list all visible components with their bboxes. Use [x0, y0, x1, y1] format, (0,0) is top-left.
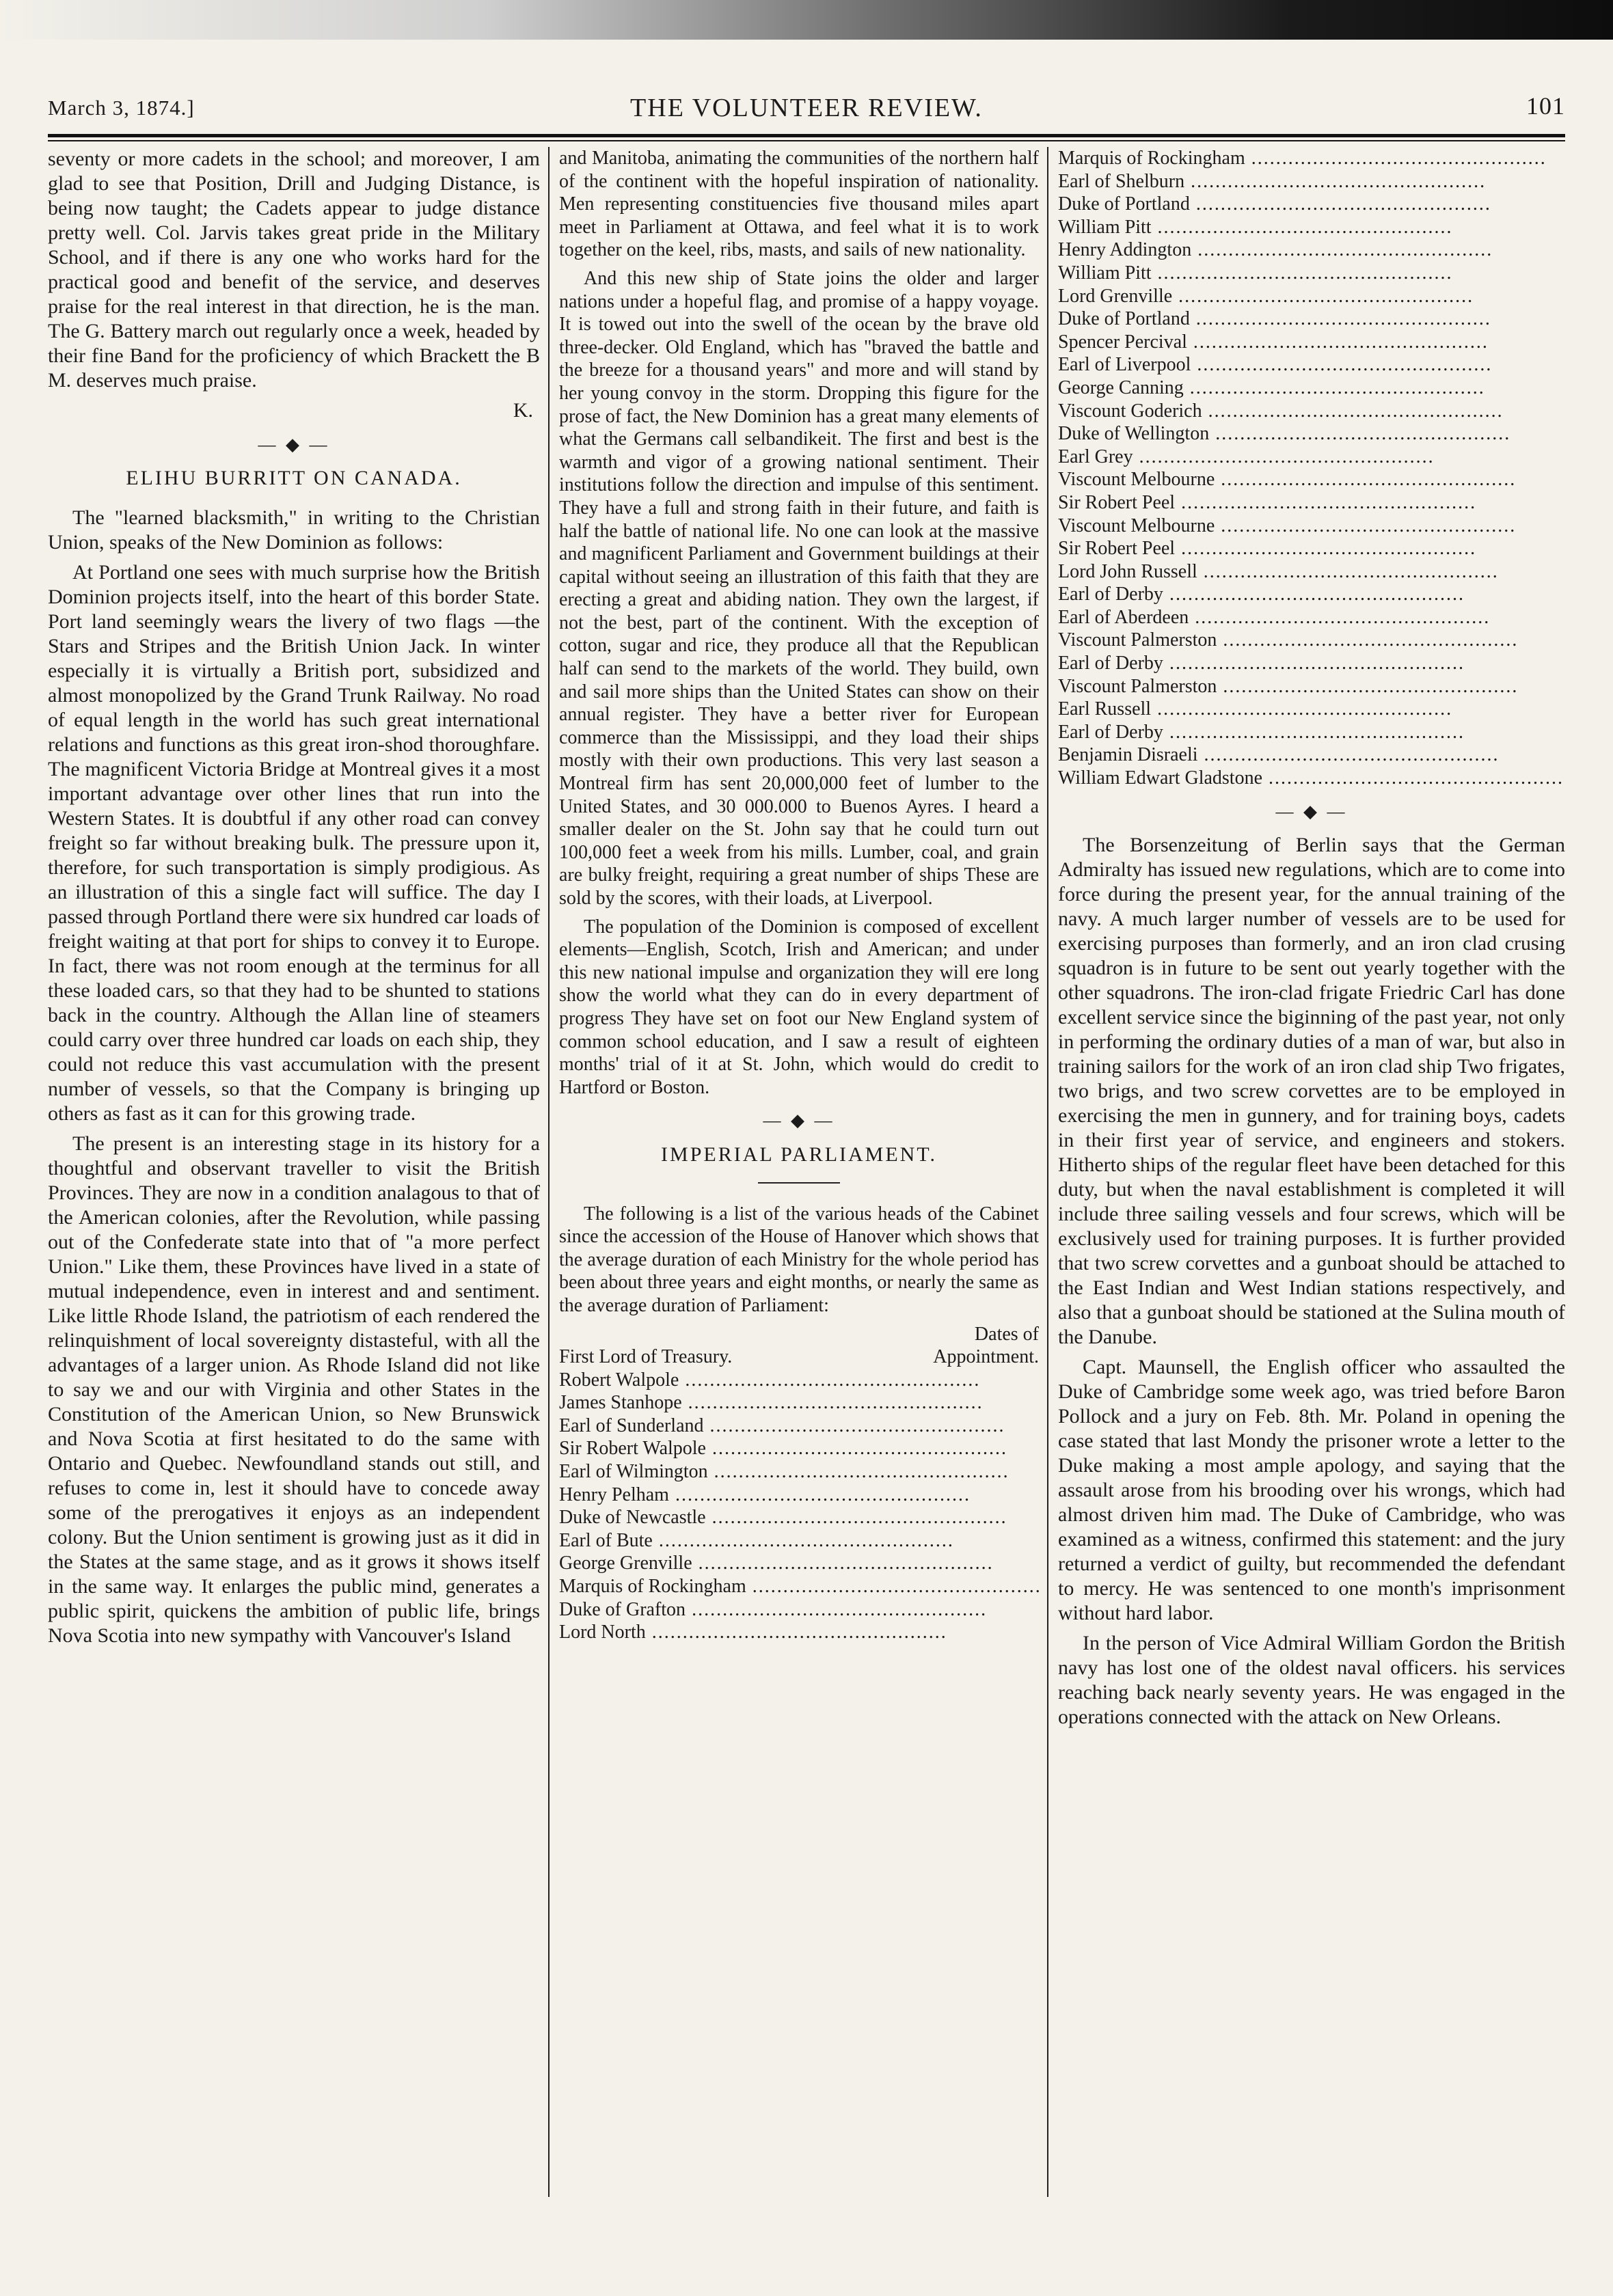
table-cell-month [1564, 468, 1565, 491]
table-cell-name: William Pitt ..... [1058, 216, 1564, 239]
table-row [1058, 606, 1565, 629]
table-cell-month [1564, 583, 1565, 606]
article-paragraph: The Borsenzeitung of Berlin says that the German Admiralty has issued new regulations, which are to come into force during the present year, for the annual training of the navy. A much larger number of vessels are to be used for exercising purposes than formerly, and an iron clad crusing squadron is in future to be sent out yearly together with the other squadrons. The iron-clad frigate Friedric Carl has done excellent service since the biginning of the past year, not only in performing the ordinary duties of a man of war, but also in training sailors for the work of an iron clad ship Two frigates, two brigs, and two screw corvettes are to be employed in exercising the men in gunnery, and for training boys, cadets in their first year of service, and engineers and stokers. Hitherto ships of the regular fleet have been detached for this duty, but when the naval establishment is completed it will include three sailing vessels and four screws, which will be exclusively used for training purposes. It is further provided that two screw corvettes and a gunboat should be attached to the East Indian and West Indian stations respectively, and also that a gunboat should be stationed at the Sulina mouth of the Danube. [1058, 833, 1565, 1348]
table-cell-name: Earl of Bute ..... [559, 1529, 1039, 1553]
table-row [1058, 675, 1565, 698]
table-row [559, 1391, 1039, 1414]
table-cell-name: Marquis of Rockingham ..... [559, 1575, 1039, 1598]
article-paragraph: In the person of Vice Admiral William Gordon the British navy has lost one of the oldest naval officers. his services reaching back nearly seventy years. He was engaged in the operations connected with the attack on New Orleans. [1058, 1631, 1565, 1728]
page-header [48, 89, 1565, 130]
table-cell-name: Viscount Melbourne ..... [1058, 515, 1564, 538]
ministry-table-part-1 [559, 1369, 1039, 1644]
article-heading: IMPERIAL PARLIAMENT. [661, 1143, 937, 1166]
table-row [559, 1460, 1039, 1484]
table-cell-name: Lord North ..... [559, 1621, 1039, 1644]
table-cell-month [1564, 515, 1565, 538]
table-cell-month [1564, 377, 1565, 400]
table-row [1058, 331, 1565, 354]
table-row [1058, 491, 1565, 515]
table-row [559, 1506, 1039, 1529]
table-cell-month [1564, 193, 1565, 216]
table-row [1058, 422, 1565, 446]
table-cell-name: George Canning ..... [1058, 377, 1564, 400]
table-row [1058, 400, 1565, 423]
table-cell-name: Sir Robert Peel ..... [1058, 537, 1564, 560]
table-cell-month [1564, 629, 1565, 652]
table-cell-name: Earl of Liverpool ..... [1058, 353, 1564, 377]
table-cell-month [1564, 422, 1565, 446]
table-cell-month [1564, 216, 1565, 239]
newspaper-title: THE VOLUNTEER REVIEW. [630, 94, 983, 122]
table-row [1058, 285, 1565, 308]
table-cell-month [1564, 353, 1565, 377]
section-ornament: — ◆ — [1275, 801, 1348, 821]
table-cell-name: Earl of Derby ..... [1058, 652, 1564, 675]
table-row [1058, 698, 1565, 721]
table-row [1058, 537, 1565, 560]
table-row [1058, 515, 1565, 538]
table-row [559, 1575, 1039, 1598]
table-row [559, 1598, 1039, 1622]
table-cell-month [1564, 331, 1565, 354]
article-paragraph: and Manitoba, animating the communities of the northern half of the continent with the hopeful inspiration of nationality. Men representing constituencies five thousand miles apart meet in Parliament at Ottawa, and feel what it is to work together on the keel, ribs, masts, and sails of new nationality. [559, 148, 1039, 261]
table-cell-name: George Grenville ..... [559, 1552, 1039, 1575]
table-cell-name: Viscount Melbourne ..... [1058, 468, 1564, 491]
table-cell-month [1564, 560, 1565, 584]
table-cell-month [1564, 491, 1565, 515]
table-cell-name: Marquis of Rockingham ..... [1058, 147, 1564, 170]
table-cell-name: Earl of Aberdeen ..... [1058, 606, 1564, 629]
article-paragraph: The following is a list of the various heads of the Cabinet since the accession of the House of Hanover which shows that the average duration of each Ministry for the whole period has been about three years and eight months, or nearly the same as the average duration of Parliament: [559, 1203, 1039, 1316]
table-row [1058, 308, 1565, 331]
article-paragraph: seventy or more cadets in the school; and moreover, I am glad to see that Position, Drill and Judging Distance, is being now taught; the Cadets appear to judge distance pretty well. Col. Jarvis takes great pride in the Military School, and if there is any one who works hard for the practical good and benefit of the service, and deserves praise for the real interest in that direction, he is the man. The G. Battery march out regularly once a week, headed by their fine Band for the proficiency of which Brackett the B M. deserves much praise. [48, 148, 540, 392]
table-row [1058, 446, 1565, 469]
table-cell-name: Sir Robert Peel ..... [1058, 491, 1564, 515]
table-header-left: First Lord of Treasury. [559, 1346, 733, 1368]
table-cell-name: Earl of Shelburn ..... [1058, 170, 1564, 193]
table-row [1058, 583, 1565, 606]
table-cell-name: James Stanhope ..... [559, 1391, 1039, 1414]
table-header-right: Appointment. [933, 1346, 1039, 1368]
table-cell-month [1564, 147, 1565, 170]
column-3 [1058, 147, 1565, 1735]
table-cell-name: Viscount Palmerston ..... [1058, 629, 1564, 652]
table-row [559, 1437, 1039, 1460]
article-paragraph: The population of the Dominion is composed of excellent elements—English, Scotch, Irish and American; and under this new national impulse and organization they will ere long show the world what they can do in every department of progress They have set on foot our New England system of common school education, and I saw a result of eighteen months' trial of it at St. John, which would do credit to Hartford or Boston. [559, 916, 1039, 1098]
article-signature: K. [513, 399, 533, 422]
header-rule [48, 134, 1565, 137]
table-cell-month [1564, 238, 1565, 262]
article-paragraph: And this new ship of State joins the older and larger nations under a hopeful flag, and promise of a happy voyage. It is towed out into the swell of the ocean by the brave old three-decker. Old England, which has "braved the battle and the breeze for a thousand years" and more and will stand by her young convoy in the storm. Dropping this figure for the prose of fact, the New Dominion has a great many elements of what the Germans call selbandikeit. The first and best is the warmth and vigor of a growing national sentiment. Their institutions follow the direction and impulse of this sentiment. They have a full and strong faith in their future, and faith is half the battle of national life. No one can look at the massive and magnificent Parliament and Government buildings at their capital without seeing an illustration of this faith that they are erecting a great and abiding nation. They own the largest, if not the best, part of the continent. With the exception of cotton, sugar and rice, they produce all that the Republican half can send to the markets of the world. They build, own and sail more ships than the United States can show on their annual register. They have a better river for European commerce than the Mississippi, and they load their ships mostly with their own productions. This very last season a Montreal firm has sent 20,000,000 feet of lumber to the United States, and 30 000.000 to Buenos Ayres. I heard a smaller dealer on the St. John say that he could turn out 100,000 feet a week from his mills. Lumber, coal, and grain are bulky freight, requiring a great number of ships These are sold by the scores, with their loads, at Liverpool. [559, 267, 1039, 909]
table-row [1058, 721, 1565, 744]
table-cell-month [1564, 675, 1565, 698]
table-row [1058, 170, 1565, 193]
table-cell-name: Earl of Derby ..... [1058, 583, 1564, 606]
table-cell-month [1564, 285, 1565, 308]
table-cell-name: Earl of Wilmington ..... [559, 1460, 1039, 1484]
table-cell-name: Viscount Goderich ..... [1058, 400, 1564, 423]
table-cell-month [1564, 262, 1565, 285]
table-row [559, 1414, 1039, 1438]
table-row [559, 1552, 1039, 1575]
table-cell-month [1564, 537, 1565, 560]
table-row [559, 1529, 1039, 1553]
article-paragraph: At Portland one sees with much surprise how the British Dominion projects itself, into the heart of this border State. Port land seemingly wears the livery of two flags —the Stars and Stripes and the British Union Jack. In winter especially it is virtually a British port, subsidized and almost monopolized by the Grand Trunk Railway. No road of equal length in the world has such great international relations and functions as this great iron-shod thoroughfare. The magnificent Victoria Bridge at Montreal gives it a most important advantage over other lines that run into the Western States. It is doubtful if any other road can convey freight so far without breaking bulk. The pressure upon it, therefore, for such transportation is simply prodigious. As an illustration of this a single fact will suffice. The day I passed through Portland there were six hundred car loads of freight waiting at that port for ships to convey it to Europe. In fact, there was not room enough at the terminus for all these loaded cars, so that they had to be shunted to stations back in the country. Although the Allan line of steamers could carry over three hundred car loads on each ship, they could not reduce this vast accumulation with the present number of vessels, so that the Company is bringing up others as fast as it can for this growing trade. [48, 561, 540, 1125]
table-cell-name: Duke of Wellington ..... [1058, 422, 1564, 446]
table-row [1058, 629, 1565, 652]
table-cell-name: Lord John Russell ..... [1058, 560, 1564, 584]
table-cell-name: Duke of Portland ..... [1058, 308, 1564, 331]
table-cell-name: Lord Grenville ..... [1058, 285, 1564, 308]
scan-edge-shading [0, 0, 1613, 40]
table-cell-name: Henry Pelham ..... [559, 1484, 1039, 1507]
table-row [1058, 767, 1565, 790]
article-paragraph: Capt. Maunsell, the English officer who assaulted the Duke of Cambridge some week ago, was tried before Baron Pollock and a jury on Feb. 8th. Mr. Poland in opening the case stated that last Mondy the prisoner wrote a letter to the Duke making a most ample apology, and saying that the assault arose from his brooding over his wrongs, which had almost driven him mad. The Duke of Cambridge, who was examined as a witness, confirmed this statement: and the jury returned a verdict of guilty, but recommended the defendant to mercy. He was sentenced to one month's imprisonment without hard labor. [1058, 1355, 1565, 1624]
table-cell-name: Earl of Sunderland ..... [559, 1414, 1039, 1438]
table-cell-name: William Edwart Gladstone ..... [1058, 767, 1564, 790]
page-number: 101 [1526, 92, 1565, 120]
article-heading: ELIHU BURRITT ON CANADA. [126, 467, 462, 490]
article-paragraph: The "learned blacksmith," in writing to the Christian Union, speaks of the New Dominion as follows: [48, 506, 540, 554]
table-cell-name: Henry Addington ..... [1058, 238, 1564, 262]
table-cell-name: Duke of Portland ..... [1058, 193, 1564, 216]
table-row [1058, 743, 1565, 767]
table-row [1058, 468, 1565, 491]
column-2 [559, 147, 1039, 1644]
table-cell-month [1564, 721, 1565, 744]
table-cell-name: Duke of Newcastle ..... [559, 1506, 1039, 1529]
table-row [1058, 216, 1565, 239]
table-row [1058, 652, 1565, 675]
table-cell-month [1564, 652, 1565, 675]
table-row [1058, 238, 1565, 262]
table-cell-month [1564, 743, 1565, 767]
column-divider [1047, 147, 1048, 2197]
table-cell-name: Benjamin Disraeli ..... [1058, 743, 1564, 767]
table-cell-name: Duke of Grafton ..... [559, 1598, 1039, 1622]
table-cell-month [1564, 400, 1565, 423]
table-cell-name: Spencer Percival ..... [1058, 331, 1564, 354]
table-row [559, 1369, 1039, 1392]
column-1 [48, 147, 540, 1654]
table-row [559, 1484, 1039, 1507]
table-cell-month [1564, 767, 1565, 790]
table-header [559, 1323, 1039, 1369]
table-cell-month [1564, 698, 1565, 721]
table-row [1058, 147, 1565, 170]
table-header-dates: Dates of [974, 1323, 1039, 1345]
ministry-table-part-2 [1058, 147, 1565, 790]
table-cell-name: Earl of Derby ..... [1058, 721, 1564, 744]
table-cell-month [1564, 606, 1565, 629]
issue-date: March 3, 1874.] [48, 96, 195, 120]
table-row [1058, 377, 1565, 400]
header-rule-thin [48, 140, 1565, 141]
table-row [1058, 353, 1565, 377]
article-paragraph: The present is an interesting stage in its history for a thoughtful and observant traveller to visit the British Provinces. They are now in a condition analagous to that of the American colonies, after the Revolution, while passing out of the Confederate state into that of "a more perfect Union." Like them, these Provinces have lived in a state of mutual independence, even in interest and and sentiment. Like little Rhode Island, the patriotism of each rendered the relinquishment of local sovereignty distasteful, with all the advantages of a larger union. As Rhode Island did not like to say we and our with Virginia and other States in the Constitution of the American Union, so New Brunswick and Nova Scotia at first hesitated to do the same with Ontario and Quebec. Newfoundland stands out still, and refuses to come in, lest it should have to concede away some of the prerogatives it enjoys as an independent colony. But the Union sentiment is growing just as it did in the States at the same stage, and as it grows it shows itself in the same way. It enlarges the public mind, generates a public spirit, quickens the ambition of public life, brings Nova Scotia into new sympathy with Vancouver's Island [48, 1132, 540, 1648]
table-row [1058, 193, 1565, 216]
table-row [559, 1621, 1039, 1644]
section-ornament: — ◆ — [258, 435, 330, 454]
section-ornament: — ◆ — [763, 1110, 835, 1131]
table-cell-name: Viscount Palmerston ..... [1058, 675, 1564, 698]
table-row [1058, 560, 1565, 584]
table-cell-name: Sir Robert Walpole ..... [559, 1437, 1039, 1460]
table-cell-name: Earl Grey ..... [1058, 446, 1564, 469]
heading-rule [758, 1182, 840, 1184]
table-cell-name: Robert Walpole ..... [559, 1369, 1039, 1392]
table-cell-month [1564, 308, 1565, 331]
table-cell-name: William Pitt ..... [1058, 262, 1564, 285]
column-divider [548, 147, 550, 2197]
table-cell-month [1564, 170, 1565, 193]
table-cell-name: Earl Russell ..... [1058, 698, 1564, 721]
table-row [1058, 262, 1565, 285]
table-cell-month [1564, 446, 1565, 469]
